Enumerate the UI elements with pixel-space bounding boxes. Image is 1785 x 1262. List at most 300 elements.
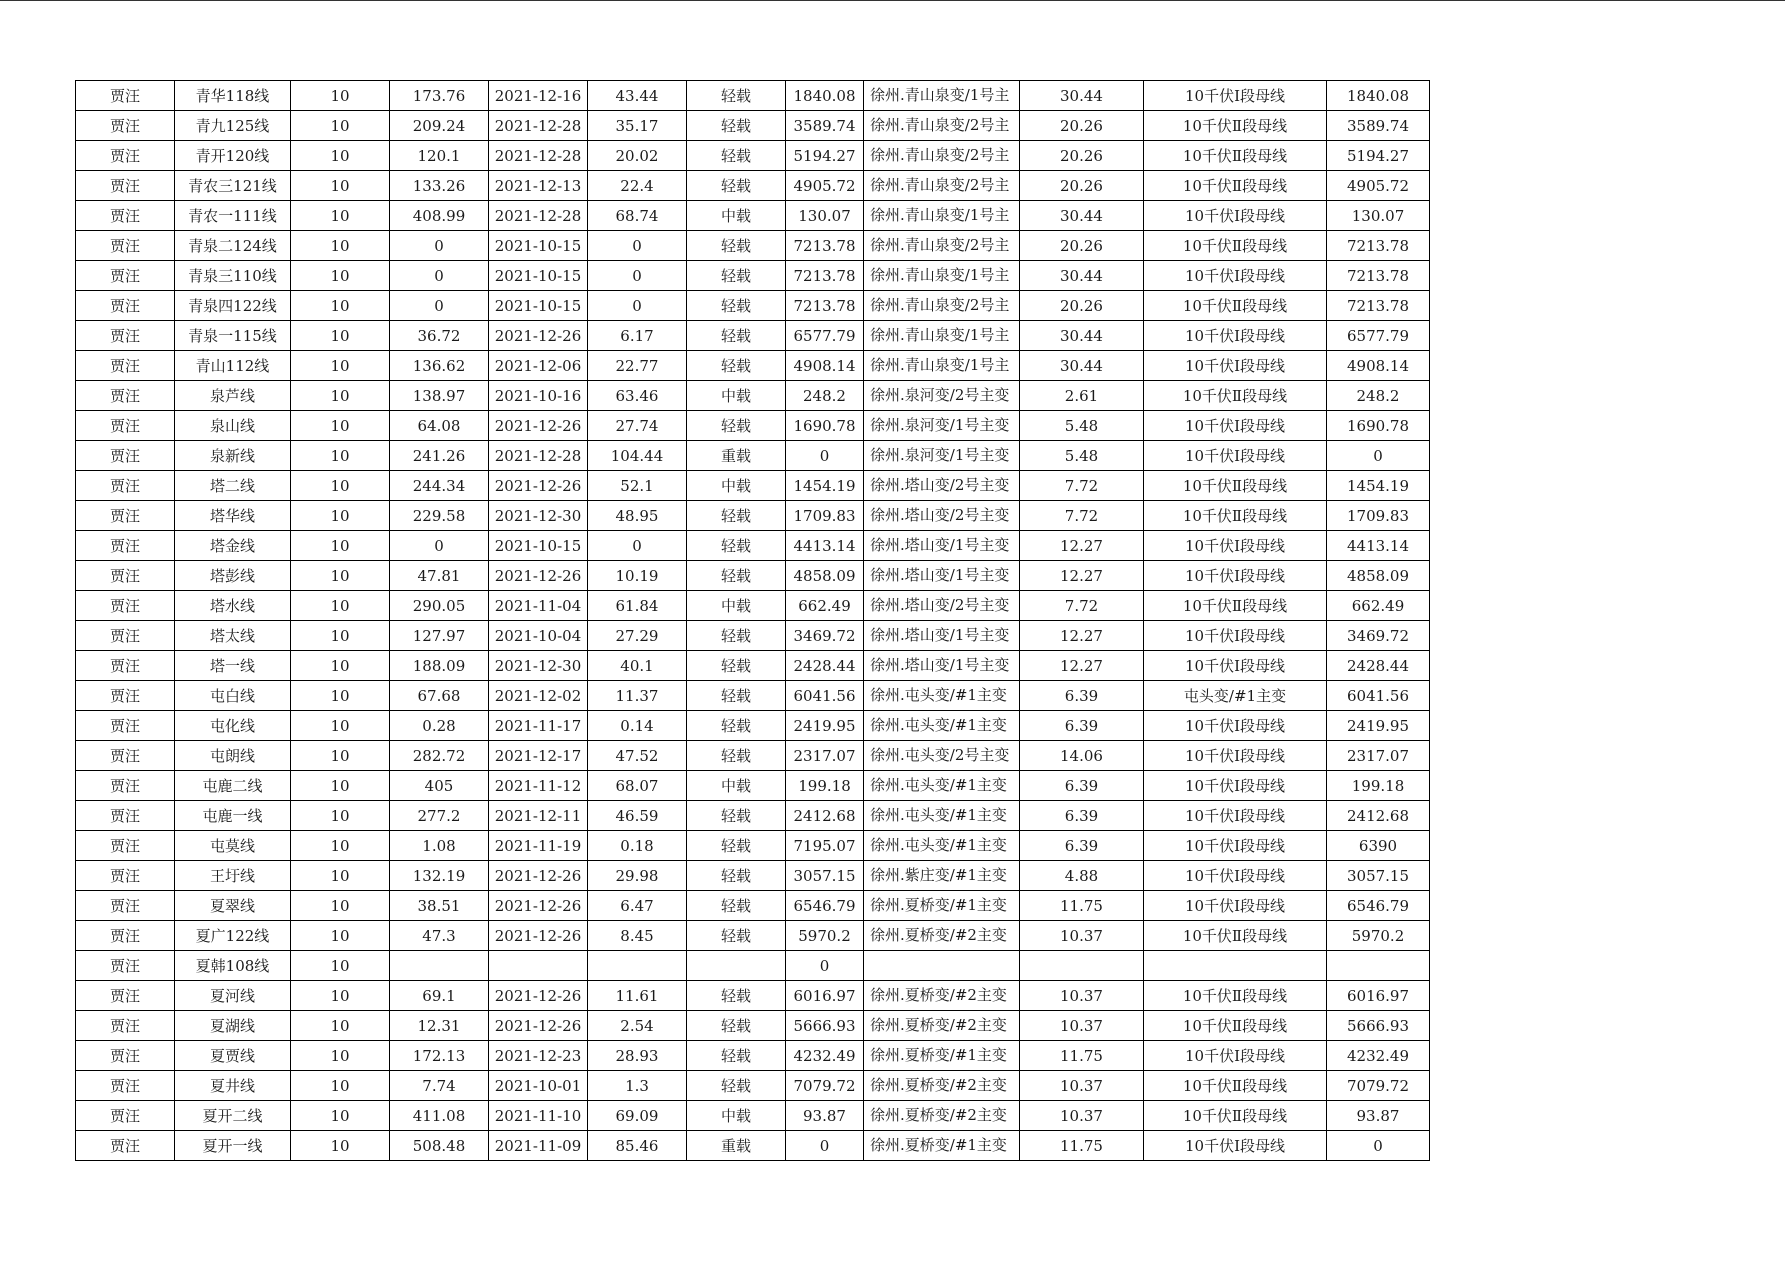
remaining-capacity-cell: 6041.56	[1327, 681, 1430, 711]
substation-cell	[864, 771, 1020, 801]
line-name-cell: 夏开二线	[175, 1101, 291, 1131]
substation-cell	[864, 261, 1020, 291]
area-cell: 贾汪	[76, 411, 175, 441]
date-cell: 2021-12-26	[489, 321, 588, 351]
available-capacity-cell: 2317.07	[786, 741, 864, 771]
substation-cell	[864, 1041, 1020, 1071]
voltage-cell: 10	[291, 861, 390, 891]
load-status-cell: 轻载	[687, 321, 786, 351]
available-capacity-cell: 0	[786, 951, 864, 981]
bus-cell: 10千伏Ⅱ段母线	[1144, 591, 1327, 621]
bus-cell: 10千伏Ⅱ段母线	[1144, 1011, 1327, 1041]
substation-text: 徐州.青山泉变/1号主	[870, 86, 1010, 104]
area-cell: 贾汪	[76, 261, 175, 291]
available-capacity-cell: 1709.83	[786, 501, 864, 531]
load-cell: 47.3	[390, 921, 489, 951]
area-cell: 贾汪	[76, 351, 175, 381]
area-cell: 贾汪	[76, 141, 175, 171]
available-capacity-cell: 7213.78	[786, 231, 864, 261]
voltage-cell: 10	[291, 1071, 390, 1101]
remaining-capacity-cell: 3589.74	[1327, 111, 1430, 141]
substation-text: 徐州.夏桥变/#2主变	[870, 1106, 1007, 1124]
available-capacity-cell: 6546.79	[786, 891, 864, 921]
load-cell: 244.34	[390, 471, 489, 501]
transformer-capacity-cell: 30.44	[1020, 321, 1144, 351]
area-cell: 贾汪	[76, 981, 175, 1011]
remaining-capacity-cell: 1840.08	[1327, 81, 1430, 111]
load-rate-cell	[588, 951, 687, 981]
line-name-cell: 夏韩108线	[175, 951, 291, 981]
bus-cell: 10千伏Ⅱ段母线	[1144, 501, 1327, 531]
load-cell: 7.74	[390, 1071, 489, 1101]
available-capacity-cell: 5666.93	[786, 1011, 864, 1041]
substation-cell	[864, 561, 1020, 591]
voltage-cell: 10	[291, 951, 390, 981]
remaining-capacity-cell: 2412.68	[1327, 801, 1430, 831]
available-capacity-cell: 7213.78	[786, 291, 864, 321]
load-cell: 277.2	[390, 801, 489, 831]
bus-cell: 10千伏Ⅰ段母线	[1144, 651, 1327, 681]
date-cell: 2021-12-06	[489, 351, 588, 381]
bus-cell: 10千伏Ⅰ段母线	[1144, 621, 1327, 651]
remaining-capacity-cell: 1709.83	[1327, 501, 1430, 531]
load-cell: 508.48	[390, 1131, 489, 1161]
table-row	[76, 891, 1430, 921]
load-rate-cell: 28.93	[588, 1041, 687, 1071]
remaining-capacity-cell: 6016.97	[1327, 981, 1430, 1011]
substation-text: 徐州.青山泉变/1号主	[870, 206, 1010, 224]
available-capacity-cell: 2419.95	[786, 711, 864, 741]
voltage-cell: 10	[291, 231, 390, 261]
table-row	[76, 171, 1430, 201]
voltage-cell: 10	[291, 351, 390, 381]
transformer-capacity-cell: 6.39	[1020, 801, 1144, 831]
load-cell: 67.68	[390, 681, 489, 711]
table-row	[76, 951, 1430, 981]
table-row	[76, 861, 1430, 891]
transformer-capacity-cell: 10.37	[1020, 1071, 1144, 1101]
substation-cell	[864, 831, 1020, 861]
load-status-cell: 中载	[687, 1101, 786, 1131]
transformer-capacity-cell: 12.27	[1020, 651, 1144, 681]
bus-cell: 10千伏Ⅱ段母线	[1144, 381, 1327, 411]
date-cell: 2021-12-28	[489, 201, 588, 231]
table-row	[76, 1131, 1430, 1161]
bus-cell: 10千伏Ⅰ段母线	[1144, 261, 1327, 291]
substation-cell	[864, 711, 1020, 741]
transformer-capacity-cell: 10.37	[1020, 981, 1144, 1011]
voltage-cell: 10	[291, 741, 390, 771]
transformer-capacity-cell: 20.26	[1020, 111, 1144, 141]
available-capacity-cell: 6041.56	[786, 681, 864, 711]
date-cell: 2021-12-26	[489, 411, 588, 441]
bus-cell: 10千伏Ⅱ段母线	[1144, 981, 1327, 1011]
table-row	[76, 81, 1430, 111]
area-cell: 贾汪	[76, 171, 175, 201]
substation-text: 徐州.夏桥变/#2主变	[870, 1016, 1007, 1034]
table-row	[76, 621, 1430, 651]
table-body	[76, 81, 1430, 1161]
table-row	[76, 471, 1430, 501]
voltage-cell: 10	[291, 261, 390, 291]
area-cell: 贾汪	[76, 891, 175, 921]
substation-text: 徐州.夏桥变/#2主变	[870, 1076, 1007, 1094]
line-name-cell: 夏河线	[175, 981, 291, 1011]
remaining-capacity-cell: 4905.72	[1327, 171, 1430, 201]
date-cell: 2021-12-26	[489, 1011, 588, 1041]
voltage-cell: 10	[291, 711, 390, 741]
date-cell: 2021-12-26	[489, 921, 588, 951]
substation-cell	[864, 471, 1020, 501]
area-cell: 贾汪	[76, 651, 175, 681]
remaining-capacity-cell: 5970.2	[1327, 921, 1430, 951]
load-status-cell: 轻载	[687, 1011, 786, 1041]
transformer-capacity-cell: 10.37	[1020, 1011, 1144, 1041]
date-cell: 2021-12-16	[489, 81, 588, 111]
bus-cell: 10千伏Ⅱ段母线	[1144, 471, 1327, 501]
remaining-capacity-cell: 0	[1327, 1131, 1430, 1161]
load-cell: 241.26	[390, 441, 489, 471]
load-rate-cell: 52.1	[588, 471, 687, 501]
remaining-capacity-cell: 6577.79	[1327, 321, 1430, 351]
voltage-cell: 10	[291, 141, 390, 171]
line-name-cell: 屯白线	[175, 681, 291, 711]
remaining-capacity-cell: 4908.14	[1327, 351, 1430, 381]
area-cell: 贾汪	[76, 201, 175, 231]
load-status-cell: 轻载	[687, 501, 786, 531]
table-row	[76, 261, 1430, 291]
transformer-capacity-cell: 12.27	[1020, 621, 1144, 651]
substation-text: 徐州.塔山变/2号主变	[870, 476, 1010, 494]
substation-text: 徐州.泉河变/2号主变	[870, 386, 1010, 404]
remaining-capacity-cell: 6390	[1327, 831, 1430, 861]
bus-cell: 10千伏Ⅱ段母线	[1144, 141, 1327, 171]
transformer-capacity-cell: 7.72	[1020, 471, 1144, 501]
date-cell: 2021-12-28	[489, 111, 588, 141]
load-status-cell: 轻载	[687, 1071, 786, 1101]
available-capacity-cell: 6016.97	[786, 981, 864, 1011]
voltage-cell: 10	[291, 561, 390, 591]
date-cell: 2021-10-01	[489, 1071, 588, 1101]
remaining-capacity-cell: 7213.78	[1327, 261, 1430, 291]
load-cell: 47.81	[390, 561, 489, 591]
load-status-cell: 中载	[687, 381, 786, 411]
area-cell: 贾汪	[76, 531, 175, 561]
table-row	[76, 1041, 1430, 1071]
transformer-capacity-cell: 5.48	[1020, 411, 1144, 441]
substation-cell	[864, 321, 1020, 351]
substation-cell	[864, 921, 1020, 951]
load-status-cell: 中载	[687, 771, 786, 801]
load-status-cell: 轻载	[687, 681, 786, 711]
load-status-cell: 重载	[687, 441, 786, 471]
load-status-cell: 轻载	[687, 561, 786, 591]
load-rate-cell: 1.3	[588, 1071, 687, 1101]
substation-cell	[864, 981, 1020, 1011]
load-rate-cell: 0	[588, 531, 687, 561]
bus-cell: 10千伏Ⅰ段母线	[1144, 441, 1327, 471]
load-cell: 411.08	[390, 1101, 489, 1131]
page-top-rule	[0, 0, 1785, 1]
remaining-capacity-cell: 4413.14	[1327, 531, 1430, 561]
bus-cell: 10千伏Ⅰ段母线	[1144, 1131, 1327, 1161]
load-cell: 0	[390, 261, 489, 291]
load-status-cell: 轻载	[687, 141, 786, 171]
date-cell: 2021-11-19	[489, 831, 588, 861]
date-cell: 2021-11-17	[489, 711, 588, 741]
load-status-cell: 重载	[687, 1131, 786, 1161]
substation-cell	[864, 501, 1020, 531]
line-name-cell: 夏翠线	[175, 891, 291, 921]
table-row	[76, 561, 1430, 591]
load-status-cell: 轻载	[687, 231, 786, 261]
available-capacity-cell: 5194.27	[786, 141, 864, 171]
table-row	[76, 1101, 1430, 1131]
area-cell: 贾汪	[76, 291, 175, 321]
area-cell: 贾汪	[76, 801, 175, 831]
substation-text: 徐州.青山泉变/1号主	[870, 356, 1010, 374]
line-name-cell: 泉芦线	[175, 381, 291, 411]
substation-cell	[864, 441, 1020, 471]
area-cell: 贾汪	[76, 381, 175, 411]
table-row	[76, 411, 1430, 441]
available-capacity-cell: 199.18	[786, 771, 864, 801]
date-cell: 2021-12-23	[489, 1041, 588, 1071]
substation-cell	[864, 291, 1020, 321]
available-capacity-cell: 1454.19	[786, 471, 864, 501]
load-cell: 229.58	[390, 501, 489, 531]
voltage-cell: 10	[291, 81, 390, 111]
load-rate-cell: 11.37	[588, 681, 687, 711]
bus-cell: 10千伏Ⅰ段母线	[1144, 771, 1327, 801]
line-name-cell: 王圩线	[175, 861, 291, 891]
voltage-cell: 10	[291, 591, 390, 621]
load-status-cell: 轻载	[687, 831, 786, 861]
load-cell: 127.97	[390, 621, 489, 651]
substation-text: 徐州.青山泉变/1号主	[870, 266, 1010, 284]
remaining-capacity-cell: 0	[1327, 441, 1430, 471]
load-cell: 0	[390, 231, 489, 261]
bus-cell: 10千伏Ⅰ段母线	[1144, 411, 1327, 441]
date-cell: 2021-12-26	[489, 561, 588, 591]
voltage-cell: 10	[291, 1101, 390, 1131]
available-capacity-cell: 130.07	[786, 201, 864, 231]
voltage-cell: 10	[291, 321, 390, 351]
area-cell: 贾汪	[76, 561, 175, 591]
table-row	[76, 501, 1430, 531]
line-name-cell: 屯鹿二线	[175, 771, 291, 801]
bus-cell: 10千伏Ⅱ段母线	[1144, 111, 1327, 141]
line-name-cell: 塔华线	[175, 501, 291, 531]
area-cell: 贾汪	[76, 501, 175, 531]
area-cell: 贾汪	[76, 591, 175, 621]
table-row	[76, 291, 1430, 321]
available-capacity-cell: 5970.2	[786, 921, 864, 951]
substation-cell	[864, 951, 1020, 981]
voltage-cell: 10	[291, 771, 390, 801]
voltage-cell: 10	[291, 1041, 390, 1071]
load-cell: 1.08	[390, 831, 489, 861]
bus-cell: 10千伏Ⅰ段母线	[1144, 351, 1327, 381]
load-status-cell: 轻载	[687, 861, 786, 891]
voltage-cell: 10	[291, 831, 390, 861]
load-rate-cell: 85.46	[588, 1131, 687, 1161]
line-name-cell: 青农三121线	[175, 171, 291, 201]
voltage-cell: 10	[291, 411, 390, 441]
available-capacity-cell: 4908.14	[786, 351, 864, 381]
load-status-cell: 中载	[687, 471, 786, 501]
table-row	[76, 591, 1430, 621]
load-status-cell	[687, 951, 786, 981]
load-cell: 0	[390, 531, 489, 561]
substation-cell	[864, 381, 1020, 411]
substation-cell	[864, 621, 1020, 651]
substation-text: 徐州.屯头变/2号主变	[870, 746, 1010, 764]
load-rate-cell: 10.19	[588, 561, 687, 591]
line-name-cell: 塔水线	[175, 591, 291, 621]
substation-text: 徐州.塔山变/1号主变	[870, 656, 1010, 674]
load-status-cell: 轻载	[687, 741, 786, 771]
available-capacity-cell: 3057.15	[786, 861, 864, 891]
date-cell: 2021-11-04	[489, 591, 588, 621]
bus-cell: 10千伏Ⅱ段母线	[1144, 171, 1327, 201]
line-name-cell: 青开120线	[175, 141, 291, 171]
transformer-capacity-cell: 20.26	[1020, 171, 1144, 201]
load-status-cell: 轻载	[687, 81, 786, 111]
table-row	[76, 921, 1430, 951]
area-cell: 贾汪	[76, 1041, 175, 1071]
table-row	[76, 981, 1430, 1011]
substation-cell	[864, 861, 1020, 891]
table-row	[76, 441, 1430, 471]
substation-cell	[864, 1131, 1020, 1161]
remaining-capacity-cell: 93.87	[1327, 1101, 1430, 1131]
load-rate-cell: 68.74	[588, 201, 687, 231]
substation-text: 徐州.青山泉变/2号主	[870, 116, 1010, 134]
table-row	[76, 531, 1430, 561]
area-cell: 贾汪	[76, 741, 175, 771]
transformer-capacity-cell: 20.26	[1020, 291, 1144, 321]
load-status-cell: 轻载	[687, 711, 786, 741]
load-rate-cell: 69.09	[588, 1101, 687, 1131]
date-cell: 2021-12-30	[489, 651, 588, 681]
substation-cell	[864, 531, 1020, 561]
substation-text: 徐州.塔山变/2号主变	[870, 506, 1010, 524]
table-row	[76, 351, 1430, 381]
area-cell: 贾汪	[76, 621, 175, 651]
remaining-capacity-cell: 3057.15	[1327, 861, 1430, 891]
available-capacity-cell: 662.49	[786, 591, 864, 621]
voltage-cell: 10	[291, 201, 390, 231]
area-cell: 贾汪	[76, 1131, 175, 1161]
voltage-cell: 10	[291, 381, 390, 411]
transformer-capacity-cell: 30.44	[1020, 201, 1144, 231]
load-cell: 290.05	[390, 591, 489, 621]
line-name-cell: 夏井线	[175, 1071, 291, 1101]
substation-text: 徐州.紫庄变/#1主变	[870, 866, 1007, 884]
substation-text: 徐州.夏桥变/#1主变	[870, 1136, 1007, 1154]
available-capacity-cell: 7195.07	[786, 831, 864, 861]
table-row	[76, 1011, 1430, 1041]
transformer-capacity-cell: 20.26	[1020, 141, 1144, 171]
substation-text: 徐州.青山泉变/2号主	[870, 236, 1010, 254]
load-rate-cell: 0	[588, 261, 687, 291]
load-rate-cell: 46.59	[588, 801, 687, 831]
available-capacity-cell: 0	[786, 441, 864, 471]
substation-cell	[864, 231, 1020, 261]
table-row	[76, 651, 1430, 681]
bus-cell: 10千伏Ⅰ段母线	[1144, 531, 1327, 561]
available-capacity-cell: 3589.74	[786, 111, 864, 141]
transformer-capacity-cell: 5.48	[1020, 441, 1144, 471]
line-name-cell: 泉山线	[175, 411, 291, 441]
area-cell: 贾汪	[76, 1101, 175, 1131]
date-cell: 2021-11-12	[489, 771, 588, 801]
substation-text: 徐州.夏桥变/#2主变	[870, 926, 1007, 944]
transformer-capacity-cell: 11.75	[1020, 1131, 1144, 1161]
remaining-capacity-cell: 5666.93	[1327, 1011, 1430, 1041]
load-status-cell: 轻载	[687, 621, 786, 651]
load-rate-cell: 11.61	[588, 981, 687, 1011]
load-status-cell: 轻载	[687, 261, 786, 291]
table-row	[76, 801, 1430, 831]
feeder-load-table	[75, 80, 1430, 1161]
remaining-capacity-cell: 6546.79	[1327, 891, 1430, 921]
voltage-cell: 10	[291, 441, 390, 471]
transformer-capacity-cell: 7.72	[1020, 591, 1144, 621]
line-name-cell: 塔彭线	[175, 561, 291, 591]
available-capacity-cell: 1840.08	[786, 81, 864, 111]
load-rate-cell: 47.52	[588, 741, 687, 771]
load-cell: 136.62	[390, 351, 489, 381]
bus-cell: 10千伏Ⅰ段母线	[1144, 801, 1327, 831]
substation-text: 徐州.青山泉变/2号主	[870, 296, 1010, 314]
transformer-capacity-cell: 11.75	[1020, 1041, 1144, 1071]
remaining-capacity-cell: 199.18	[1327, 771, 1430, 801]
available-capacity-cell: 3469.72	[786, 621, 864, 651]
remaining-capacity-cell	[1327, 951, 1430, 981]
remaining-capacity-cell: 7079.72	[1327, 1071, 1430, 1101]
remaining-capacity-cell: 2317.07	[1327, 741, 1430, 771]
remaining-capacity-cell: 2419.95	[1327, 711, 1430, 741]
available-capacity-cell: 7213.78	[786, 261, 864, 291]
load-cell: 173.76	[390, 81, 489, 111]
date-cell: 2021-12-26	[489, 471, 588, 501]
load-status-cell: 轻载	[687, 1041, 786, 1071]
load-rate-cell: 0.18	[588, 831, 687, 861]
bus-cell: 10千伏Ⅰ段母线	[1144, 711, 1327, 741]
date-cell: 2021-12-26	[489, 861, 588, 891]
load-rate-cell: 104.44	[588, 441, 687, 471]
date-cell: 2021-10-04	[489, 621, 588, 651]
substation-cell	[864, 1101, 1020, 1131]
load-status-cell: 轻载	[687, 981, 786, 1011]
line-name-cell: 青泉二124线	[175, 231, 291, 261]
load-rate-cell: 0	[588, 231, 687, 261]
remaining-capacity-cell: 4232.49	[1327, 1041, 1430, 1071]
area-cell: 贾汪	[76, 711, 175, 741]
load-cell: 12.31	[390, 1011, 489, 1041]
line-name-cell: 夏湖线	[175, 1011, 291, 1041]
substation-cell	[864, 801, 1020, 831]
substation-text: 徐州.青山泉变/2号主	[870, 146, 1010, 164]
substation-cell	[864, 741, 1020, 771]
available-capacity-cell: 7079.72	[786, 1071, 864, 1101]
substation-cell	[864, 201, 1020, 231]
load-status-cell: 轻载	[687, 291, 786, 321]
transformer-capacity-cell: 12.27	[1020, 531, 1144, 561]
load-status-cell: 轻载	[687, 531, 786, 561]
